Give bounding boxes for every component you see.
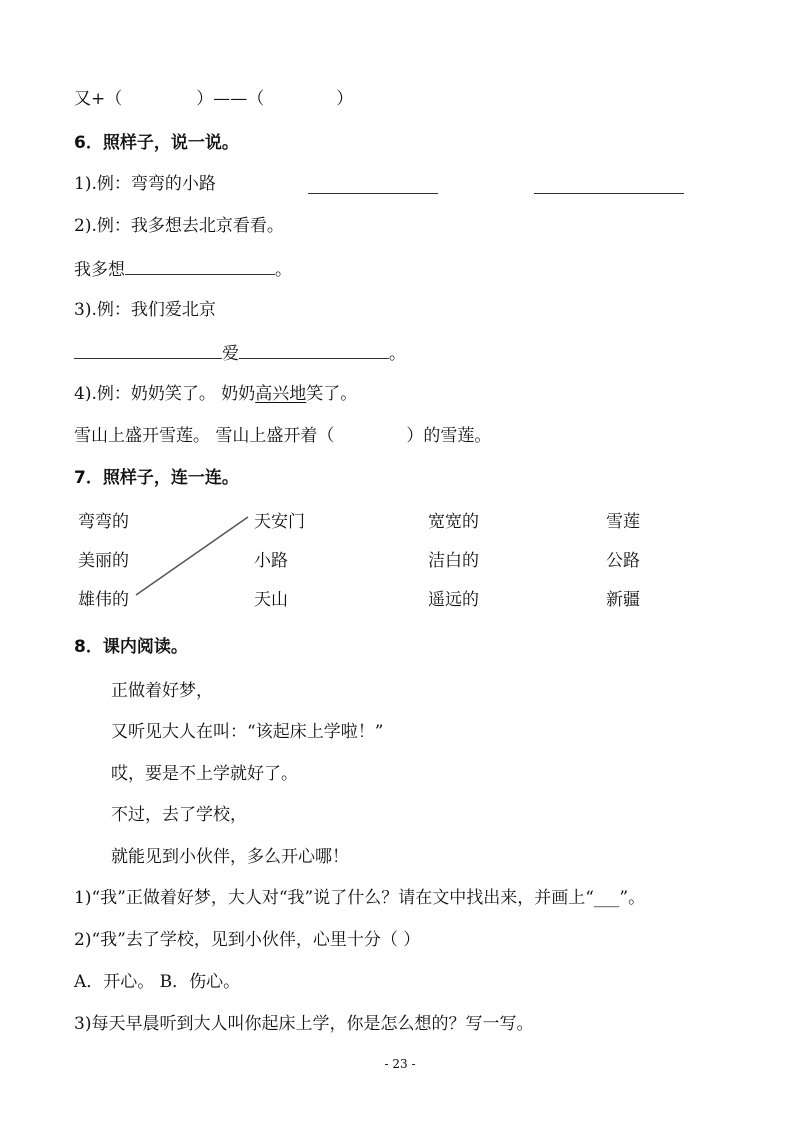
q7-col1-item: 美丽的 [78, 551, 129, 571]
q7-col3-item: 遥远的 [428, 590, 479, 610]
q7-col2-item: 小路 [254, 551, 288, 571]
q7-col4-item: 雪莲 [606, 512, 640, 532]
q7-col3-item: 宽宽的 [428, 512, 479, 532]
q7-col2-item: 天安门 [254, 512, 305, 532]
q7-col2-item: 天山 [254, 590, 288, 610]
q7-col3-item: 洁白的 [428, 551, 479, 571]
compound-word-line: 又+（ ）——（ ） [74, 89, 354, 109]
page-number: - 23 - [384, 1057, 416, 1071]
q8-title: 8．课内阅读。 [74, 637, 188, 657]
q6-item5: 雪山上盛开雪莲。 雪山上盛开着（ ）的雪莲。 [74, 426, 492, 446]
q8-sub1: 1)“我”正做着好梦，大人对“我”说了什么？请在文中找出来，并画上“___”。 [74, 888, 646, 908]
q8-sub2: 2)“我”去了学校，见到小伙伴，心里十分（ ） [74, 930, 421, 950]
poem-line: 不过，去了学校， [111, 805, 247, 825]
q6-item1: 1).例：弯弯的小路 [74, 174, 216, 194]
q6-item3-fill: 爱 。 [74, 341, 406, 365]
q6-item4: 4).例：奶奶笑了。 奶奶高兴地笑了。 [74, 384, 358, 404]
q8-options: A．开心。 B．伤心。 [74, 972, 241, 992]
q6-title: 6．照样子，说一说。 [74, 133, 239, 153]
q8-sub3: 3)每天早晨听到大人叫你起床上学，你是怎么想的？写一写。 [74, 1014, 534, 1034]
q7-title: 7．照样子，连一连。 [74, 468, 239, 488]
q7-col1-item: 雄伟的 [78, 590, 129, 610]
example-connector-line [136, 517, 248, 595]
q7-col4-item: 新疆 [606, 590, 640, 610]
poem-line: 哎，要是不上学就好了。 [111, 764, 298, 784]
q7-col4-item: 公路 [606, 551, 640, 571]
poem-line: 正做着好梦， [111, 681, 213, 701]
poem-line: 又听见大人在叫：“该起床上学啦！” [111, 722, 384, 742]
poem-line: 就能见到小伙伴，多么开心哪！ [111, 847, 349, 867]
q6-item3-example: 3).例：我们爱北京 [74, 300, 216, 320]
q6-item2-example: 2).例：我多想去北京看看。 [74, 216, 284, 236]
q7-col1-item: 弯弯的 [78, 512, 129, 532]
q6-item2-fill: 我多想 。 [74, 257, 292, 281]
